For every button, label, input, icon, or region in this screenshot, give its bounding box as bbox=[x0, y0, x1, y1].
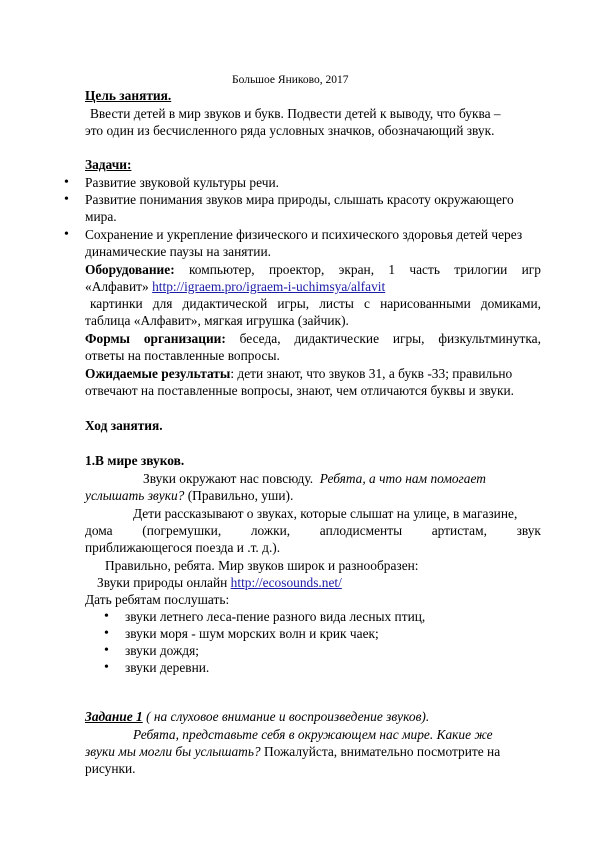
results-line-2: отвечают на поставленные вопросы, знают, чем отличаются буквы и звуки. bbox=[85, 383, 515, 398]
equipment-line-2 bbox=[85, 279, 385, 295]
sound-list-item-4: звуки деревни. bbox=[125, 660, 210, 675]
results-label: Ожидаемые результаты bbox=[85, 366, 231, 381]
sound-list-item-3: звуки дождя; bbox=[125, 643, 199, 658]
task-1-line-3: рисунки. bbox=[85, 761, 136, 776]
bullet-icon: • bbox=[104, 626, 109, 641]
goal-text-line-1: Ввести детей в мир звуков и букв. Подвести детей к выводу, что буква – bbox=[90, 106, 501, 121]
task-1-heading-line: Задание 1 ( на слуховое внимание и воспроизведение звуков). bbox=[85, 709, 430, 724]
results-line-1: Ожидаемые результаты: дети знают, что звуков 31, а букв -33; правильно bbox=[85, 366, 513, 381]
equipment-alphabet-game: «Алфавит» bbox=[85, 279, 149, 294]
sound-list-item-2: звуки моря - шум морских волн и крик чаек; bbox=[125, 626, 379, 641]
bullet-icon: • bbox=[104, 643, 109, 658]
section-1-p2-line-2: дома (погремушки, ложки, аплодисменты артистам, звук bbox=[85, 523, 541, 538]
task-item-2-line-2: мира. bbox=[85, 209, 117, 224]
header-place-date: Большое Яниково, 2017 bbox=[232, 74, 349, 86]
section-1-p1-line-1: Звуки окружают нас повсюду. Ребята, а что нам помогает bbox=[143, 471, 486, 486]
forms-line-2: ответы на поставленные вопросы. bbox=[85, 348, 280, 363]
equipment-line-3: картинки для дидактической игры, листы с нарисованными домиками, bbox=[90, 296, 541, 311]
task-1-heading: Задание 1 bbox=[85, 709, 143, 724]
bullet-icon: • bbox=[64, 192, 69, 207]
bullet-icon: • bbox=[104, 660, 109, 675]
task-item-1: Развитие звуковой культуры речи. bbox=[85, 175, 279, 190]
bullet-icon: • bbox=[64, 175, 69, 190]
bullet-icon: • bbox=[64, 227, 69, 242]
equipment-line-4: таблица «Алфавит», мягкая игрушка (зайчик). bbox=[85, 313, 349, 328]
task-1-line-1: Ребята, представьте себя в окружающем нас мире. Какие же bbox=[133, 727, 493, 742]
section-1-p1-line-2: услышать звуки? (Правильно, уши). bbox=[85, 488, 294, 503]
equipment-link[interactable]: http://igraem.pro/igraem-i-uchimsya/alfavit bbox=[152, 279, 386, 294]
forms-label: Формы bbox=[85, 331, 131, 346]
equipment-label: Оборудование: bbox=[85, 262, 175, 277]
ecosounds-link[interactable]: http://ecosounds.net/ bbox=[230, 575, 342, 590]
task-1-line-2: звуки мы могли бы услышать? Пожалуйста, внимательно посмотрите на bbox=[85, 744, 501, 759]
equipment-line-1: Оборудование: компьютер, проектор, экран, 1 часть трилогии игр bbox=[85, 262, 541, 277]
sound-list-item-1: звуки летнего леса-пение разного вида лесных птиц, bbox=[125, 609, 426, 624]
task-item-3-line-1: Сохранение и укрепление физического и психического здоровья детей через bbox=[85, 227, 523, 242]
task-item-2-line-1: Развитие понимания звуков мира природы, слышать красоту окружающего bbox=[85, 192, 514, 207]
forms-line-1: Формы организации: беседа, дидактические игры, физкультминутка, bbox=[85, 331, 541, 346]
section-1-p3: Правильно, ребята. Мир звуков широк и разнообразен: bbox=[105, 558, 419, 573]
section-1-heading: 1.В мире звуков. bbox=[85, 453, 185, 468]
section-1-p5: Дать ребятам послушать: bbox=[85, 592, 230, 607]
forms-label-2: организации: bbox=[143, 331, 226, 346]
goal-text-line-2: это один из бесчисленного ряда условных значков, обозначающий звук. bbox=[85, 123, 495, 138]
task-item-3-line-2: динамические паузы на занятии. bbox=[85, 244, 271, 259]
course-heading: Ход занятия. bbox=[85, 418, 163, 433]
tasks-heading: Задачи: bbox=[85, 157, 132, 172]
section-1-p4: Звуки природы онлайн http://ecosounds.net/ bbox=[97, 575, 342, 590]
section-1-p2-line-3: приближающегося поезда и .т. д.). bbox=[85, 540, 281, 555]
goal-heading: Цель занятия. bbox=[85, 88, 172, 103]
section-1-p2-line-1: Дети рассказывают о звуках, которые слышат на улице, в магазине, bbox=[133, 506, 518, 521]
bullet-icon: • bbox=[104, 609, 109, 624]
